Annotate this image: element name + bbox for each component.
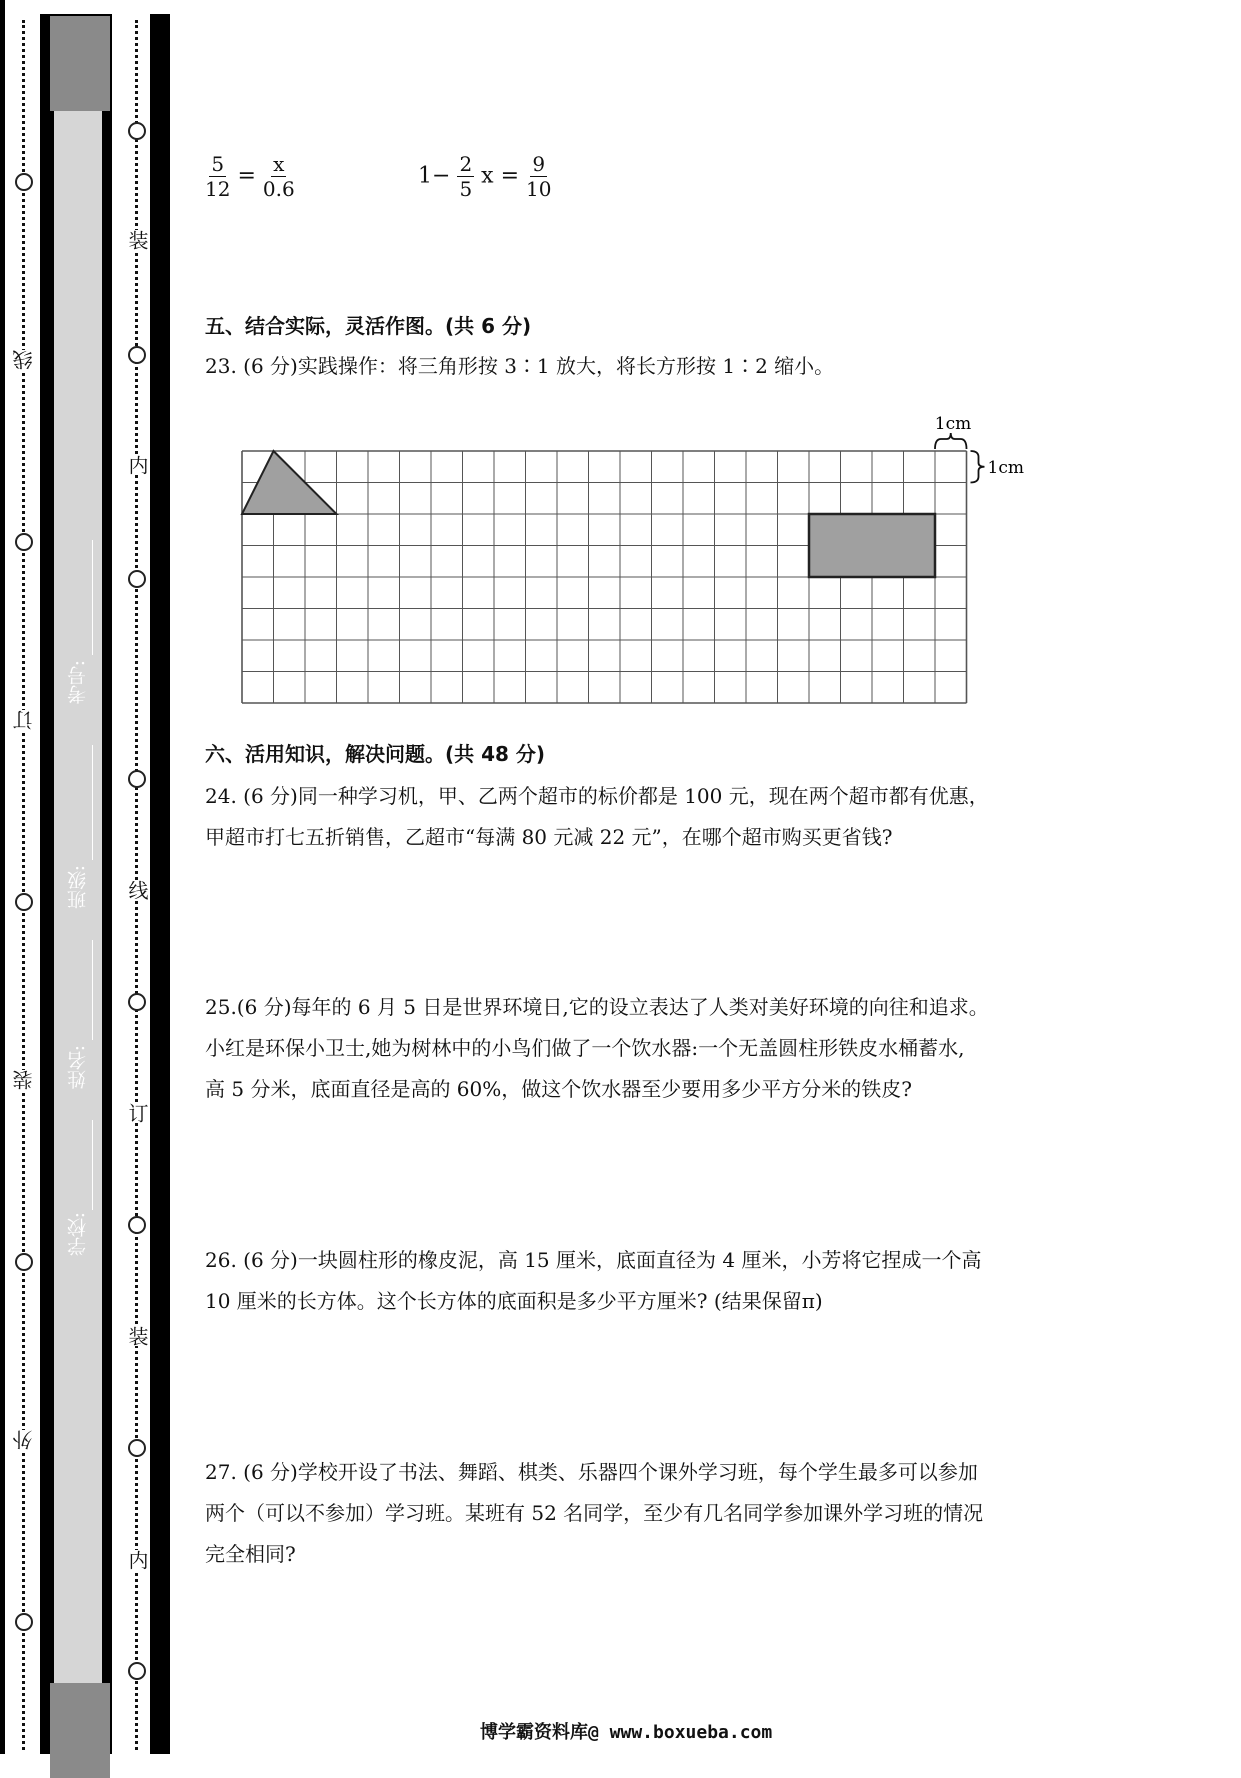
binding-hole-icon (128, 1216, 146, 1234)
drawing-grid[interactable] (230, 405, 1024, 710)
margin-label-ding: 订 (125, 1103, 149, 1123)
margin-label-ding: 订 (12, 710, 36, 730)
question-24-line-1: 24. (6 分)同一种学习机，甲、乙两个超市的标价都是 100 元，现在两个超市都有优惠， (205, 784, 989, 808)
footer-watermark: 博学霸资料库@ www.boxueba.com (480, 1722, 773, 1743)
question-25-line-2: 小红是环保小卫士,她为树林中的小鸟们做了一个饮水器:一个无盖圆柱形铁皮水桶蓄水, (205, 1036, 965, 1060)
section-6-heading: 六、活用知识，解决问题。(共 48 分) (205, 742, 546, 766)
margin-label-wai: 外 (12, 1430, 36, 1450)
binding-hole-icon (15, 1253, 33, 1271)
binding-hole-icon (15, 893, 33, 911)
binding-hole-icon (15, 1613, 33, 1631)
eq1-lhs-numerator: 5 (211, 152, 225, 176)
binding-hole-icon (128, 770, 146, 788)
binding-hole-icon (15, 533, 33, 551)
margin-label-nei: 内 (125, 1550, 149, 1570)
exam-number-field-line[interactable] (92, 540, 93, 655)
rectangle-shape (809, 514, 935, 577)
eq1-rhs-numerator: x (273, 152, 285, 176)
name-field-line[interactable] (92, 940, 93, 1040)
eq2-frac-denominator: 5 (459, 177, 473, 201)
school-field-line[interactable] (92, 1120, 93, 1210)
unit-brace-top-icon (935, 433, 967, 449)
binding-strip-cap-bottom (50, 1683, 110, 1778)
eq2-equals: = (500, 163, 520, 189)
question-25-line-3: 高 5 分米，底面直径是高的 60%，做这个饮水器至少要用多少平方分米的铁皮? (205, 1077, 912, 1101)
eq1-equals: = (237, 163, 256, 189)
question-26-line-1: 26. (6 分)一块圆柱形的橡皮泥，高 15 厘米，底面直径为 4 厘米，小芳将它捏成一个高 (205, 1248, 982, 1272)
margin-label-zhuang: 装 (125, 230, 149, 250)
binding-hole-icon (128, 1662, 146, 1680)
class-field-line[interactable] (92, 745, 93, 860)
binding-hole-icon (128, 122, 146, 140)
eq1-rhs-denominator: 0.6 (262, 177, 295, 201)
margin-label-xian: 线 (125, 880, 149, 900)
equation-1 (205, 152, 295, 201)
binding-strip-cap-top (50, 16, 110, 111)
question-24-line-2: 甲超市打七五折销售，乙超市“每满 80 元减 22 元”，在哪个超市购买更省钱? (205, 825, 893, 849)
question-26-line-2: 10 厘米的长方体。这个长方体的底面积是多少平方厘米? (结果保留π) (205, 1289, 823, 1313)
question-27-line-1: 27. (6 分)学校开设了书法、舞蹈、棋类、乐器四个课外学习班，每个学生最多可以参加 (205, 1460, 978, 1484)
eq2-lead: 1− (418, 163, 451, 189)
binding-hole-icon (128, 1439, 146, 1457)
question-27 (205, 1452, 1065, 1575)
question-27-line-3: 完全相同? (205, 1542, 296, 1566)
eq2-rhs-denominator: 10 (526, 177, 552, 201)
binding-hole-icon (128, 570, 146, 588)
binding-hole-icon (128, 993, 146, 1011)
name-field-label: 姓名: (67, 1045, 89, 1090)
eq2-variable: x (481, 163, 494, 189)
margin-label-xian: 线 (12, 350, 36, 370)
eq2-rhs-numerator: 9 (532, 152, 546, 176)
exam-number-field-label: 考号: (67, 660, 89, 705)
class-field-label: 班级: (67, 865, 89, 910)
binding-hole-icon (15, 173, 33, 191)
margin-label-nei: 内 (125, 455, 149, 475)
question-26 (205, 1240, 1065, 1322)
outer-dotted-line (22, 20, 25, 1750)
question-23: 23. (6 分)实践操作：将三角形按 3∶1 放大，将长方形按 1∶2 缩小。 (205, 354, 835, 378)
unit-label-y: 1cm (987, 457, 1024, 478)
margin-label-zhuang: 装 (12, 1070, 36, 1090)
question-25 (205, 987, 1065, 1110)
section-5-heading: 五、结合实际，灵活作图。(共 6 分) (205, 314, 532, 338)
eq2-frac-numerator: 2 (459, 152, 473, 176)
school-field-label: 学校: (67, 1212, 89, 1257)
unit-label-x: 1cm (934, 414, 972, 434)
eq1-lhs-denominator: 12 (205, 177, 231, 201)
margin-label-zhuang: 装 (125, 1326, 149, 1346)
unit-brace-right-icon (971, 451, 985, 483)
binding-hole-icon (128, 346, 146, 364)
binding-strip-right (150, 14, 170, 1754)
question-27-line-2: 两个（可以不参加）学习班。某班有 52 名同学，至少有几名同学参加课外学习班的情况 (205, 1501, 984, 1525)
question-24 (205, 776, 1065, 858)
margin-edge-line (0, 0, 5, 1754)
question-25-line-1: 25.(6 分)每年的 6 月 5 日是世界环境日,它的设立表达了人类对美好环境的向往和追求。 (205, 995, 989, 1019)
equation-2 (418, 152, 551, 201)
